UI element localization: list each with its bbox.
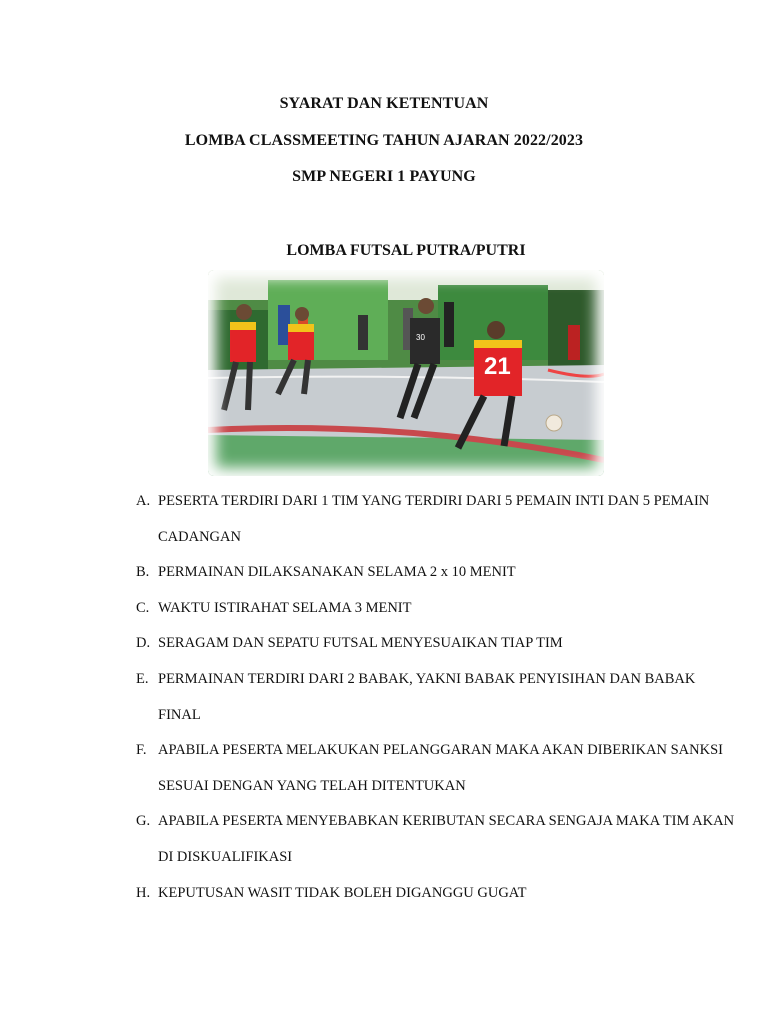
rule-letter: E.: [136, 670, 149, 687]
document-title: SYARAT DAN KETENTUAN: [279, 95, 489, 112]
jersey-number: 21: [484, 353, 511, 380]
rule-letter: H.: [136, 884, 151, 901]
rule-text: PERMAINAN TERDIRI DARI 2 BABAK, YAKNI BABAK PENYISIHAN DAN BABAK FINAL: [158, 670, 696, 723]
rule-text: KEPUTUSAN WASIT TIDAK BOLEH DIGANGGU GUGAT: [158, 884, 527, 901]
rule-item: [136, 804, 736, 875]
rule-letter: A.: [136, 493, 151, 509]
rule-item: [136, 591, 736, 627]
school-name: SMP NEGERI 1 PAYUNG: [292, 168, 476, 185]
rule-item: [136, 876, 736, 912]
rule-text: WAKTU ISTIRAHAT SELAMA 3 MENIT: [158, 599, 412, 616]
rule-letter: G.: [136, 813, 151, 830]
rule-letter: F.: [136, 742, 147, 759]
futsal-match-photo: [208, 270, 604, 476]
rule-text: PESERTA TERDIRI DARI 1 TIM YANG TERDIRI DARI 5 PEMAIN INTI DAN 5 PEMAIN CADANGAN: [158, 493, 710, 545]
rule-item: [136, 733, 736, 804]
section-title: LOMBA FUTSAL PUTRA/PUTRI: [286, 242, 526, 259]
event-title: LOMBA CLASSMEETING TAHUN AJARAN 2022/2023: [184, 132, 584, 149]
rule-text: PERMAINAN DILAKSANAKAN SELAMA 2 x 10 MENIT: [158, 564, 516, 581]
rule-item: [136, 662, 736, 733]
rule-text: APABILA PESERTA MELAKUKAN PELANGGARAN MAKA AKAN DIBERIKAN SANKSI SESUAI DENGAN YANG TELAH DITENTUKAN: [158, 742, 723, 794]
rules-list: [136, 484, 736, 911]
rule-letter: D.: [136, 635, 151, 652]
rule-item: [136, 626, 736, 662]
rule-text: SERAGAM DAN SEPATU FUTSAL MENYESUAIKAN TIAP TIM: [158, 635, 563, 652]
rule-letter: B.: [136, 564, 150, 581]
dark-jersey-number: 30: [416, 333, 425, 342]
rule-item: [136, 555, 736, 591]
rule-text: APABILA PESERTA MENYEBABKAN KERIBUTAN SECARA SENGAJA MAKA TIM AKAN DI DISKUALIFIKASI: [158, 813, 735, 865]
rule-item: [136, 484, 736, 555]
rule-letter: C.: [136, 599, 150, 616]
